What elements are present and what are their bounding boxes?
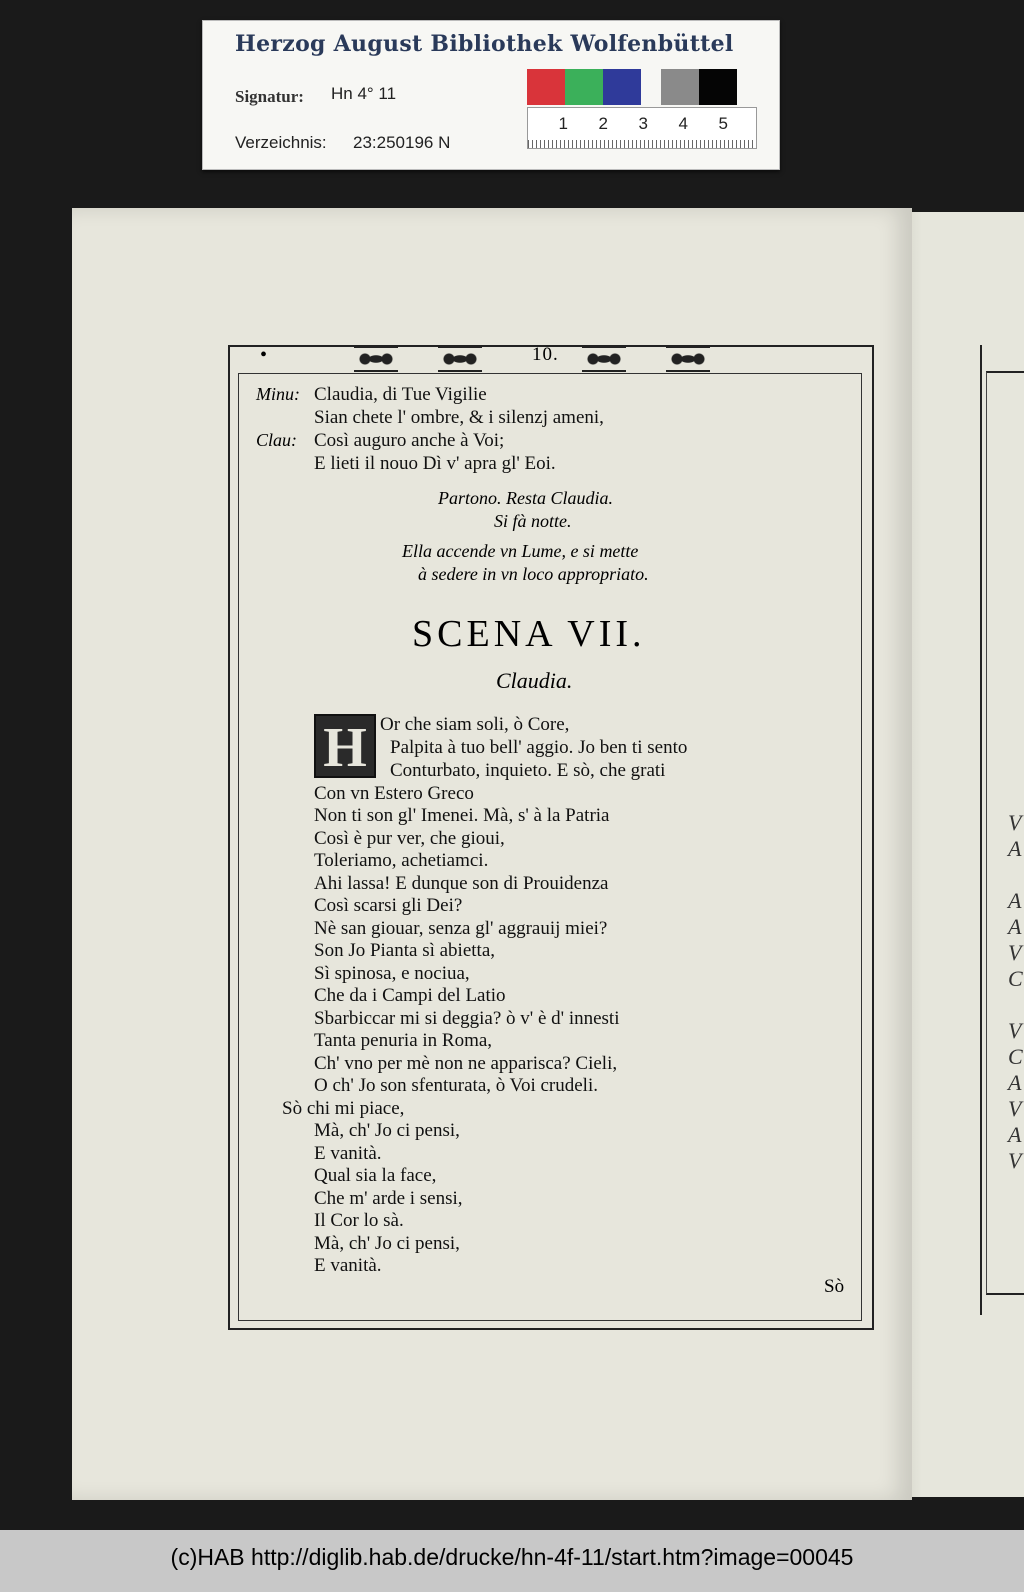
verse-line: Sì spinosa, e nociua, xyxy=(314,963,470,984)
verse-line: Così è pur ver, che gioui, xyxy=(314,828,505,849)
ornament-icon xyxy=(666,346,710,372)
song-line: Mà, ch' Jo ci pensi, xyxy=(314,1120,460,1141)
verse-line: Tanta penuria in Roma, xyxy=(314,1030,493,1051)
scale-ruler xyxy=(527,107,757,149)
speaker-name: Clau: xyxy=(256,430,298,450)
verse-line: Con vn Estero Greco xyxy=(314,783,474,804)
page-header xyxy=(260,344,850,372)
copyright-text: (c)HAB http://diglib.hab.de/drucke/hn-4f-11/start.htm?image=00045 xyxy=(170,1544,854,1570)
facing-page-letters xyxy=(1008,810,1023,1174)
song-line: Mà, ch' Jo ci pensi, xyxy=(314,1233,460,1254)
verse-line: Non ti son gl' Imenei. Mà, s' à la Patria xyxy=(314,805,610,826)
song-line: Che m' arde i sensi, xyxy=(314,1188,463,1209)
facing-page-letter: V xyxy=(1008,940,1022,965)
facing-page-letter: A xyxy=(1008,888,1022,913)
verse-line: Conturbato, inquieto. E sò, che grati xyxy=(390,760,666,781)
facing-page-letter: A xyxy=(1008,836,1022,861)
verse-line: Ch' vno per mè non ne apparisca? Cieli, xyxy=(314,1053,618,1074)
dialogue-line: Sian chete l' ombre, & i silenzj ameni, xyxy=(314,407,604,428)
ruler-number: 4 xyxy=(678,114,688,133)
ruler-number: 5 xyxy=(718,114,728,133)
verse-line: Toleriamo, achetiamci. xyxy=(314,850,489,871)
verse-line: Sbarbiccar mi si deggia? ò v' è d' innesti xyxy=(314,1008,620,1029)
black-swatch xyxy=(699,69,737,105)
ornament-icon xyxy=(438,346,482,372)
ornament-icon xyxy=(354,346,398,372)
facing-page-letter: A xyxy=(1008,1122,1022,1147)
verzeichnis-value: 23:250196 N xyxy=(353,133,451,152)
facing-page-letter xyxy=(1008,862,1023,888)
stage-direction: Si fà notte. xyxy=(494,511,572,531)
signatur-value: Hn 4° 11 xyxy=(331,84,397,103)
facing-page-letter: V xyxy=(1008,810,1022,835)
character-name: Claudia. xyxy=(496,668,573,693)
color-calibration-strip xyxy=(527,69,737,105)
verse-line: Ahi lassa! E dunque son di Prouidenza xyxy=(314,873,609,894)
facing-page-letter: V xyxy=(1008,1148,1022,1173)
ruler-number: 1 xyxy=(558,114,568,133)
song-line: Il Cor lo sà. xyxy=(314,1210,404,1231)
page-number: 10. xyxy=(532,344,559,365)
stage-direction: Partono. Resta Claudia. xyxy=(438,488,613,508)
green-swatch xyxy=(565,69,603,105)
copyright-footer xyxy=(0,1530,1024,1592)
song-line: Qual sia la face, xyxy=(314,1165,437,1186)
facing-page-letter xyxy=(1008,992,1023,1018)
library-label-card xyxy=(202,20,780,170)
signatur-label: Signatur: xyxy=(235,87,304,106)
facing-page-letter: C xyxy=(1008,966,1023,991)
verse-line: O ch' Jo son sfenturata, ò Voi crudeli. xyxy=(314,1075,598,1096)
verse-line: Che da i Campi del Latio xyxy=(314,985,506,1006)
catchword: Sò xyxy=(824,1276,845,1297)
stage-direction: à sedere in vn loco appropriato. xyxy=(418,564,649,584)
verse-line: Così scarsi gli Dei? xyxy=(314,895,463,916)
speaker-name: Minu: xyxy=(256,384,300,404)
facing-page-letter: V xyxy=(1008,1018,1022,1043)
dialogue-line: Così auguro anche à Voi; xyxy=(314,430,505,451)
library-name: Herzog August Bibliothek Wolfenbüttel xyxy=(235,31,734,57)
facing-page-letter: A xyxy=(1008,1070,1022,1095)
verzeichnis-label: Verzeichnis: xyxy=(235,133,327,152)
scene-title: SCENA VII. xyxy=(412,613,646,655)
drop-initial: H xyxy=(314,714,376,778)
stage-direction: Ella accende vn Lume, e si mette xyxy=(402,541,639,561)
ruler-number: 3 xyxy=(638,114,648,133)
ornament-icon xyxy=(582,346,626,372)
verse-line: Palpita à tuo bell' aggio. Jo ben ti sento xyxy=(390,737,688,758)
gray-swatch xyxy=(661,69,699,105)
facing-page-letter: C xyxy=(1008,1044,1023,1069)
dialogue-line: E lieti il nouo Dì v' apra gl' Eoi. xyxy=(314,453,556,474)
song-line: E vanità. xyxy=(314,1143,382,1164)
facing-page-letter: V xyxy=(1008,1096,1022,1121)
verse-line: Son Jo Pianta sì abietta, xyxy=(314,940,496,961)
verse-line: Nè san giouar, senza gl' aggrauij miei? xyxy=(314,918,608,939)
song-line: Sò chi mi piace, xyxy=(282,1098,405,1119)
dialogue-line: Claudia, di Tue Vigilie xyxy=(314,384,487,405)
facing-page-letter: A xyxy=(1008,914,1022,939)
verse-line: Or che siam soli, ò Core, xyxy=(380,714,570,735)
song-line: E vanità. xyxy=(314,1255,382,1276)
header-dot: • xyxy=(260,344,268,366)
red-swatch xyxy=(527,69,565,105)
blue-swatch xyxy=(603,69,641,105)
ruler-number: 2 xyxy=(598,114,608,133)
